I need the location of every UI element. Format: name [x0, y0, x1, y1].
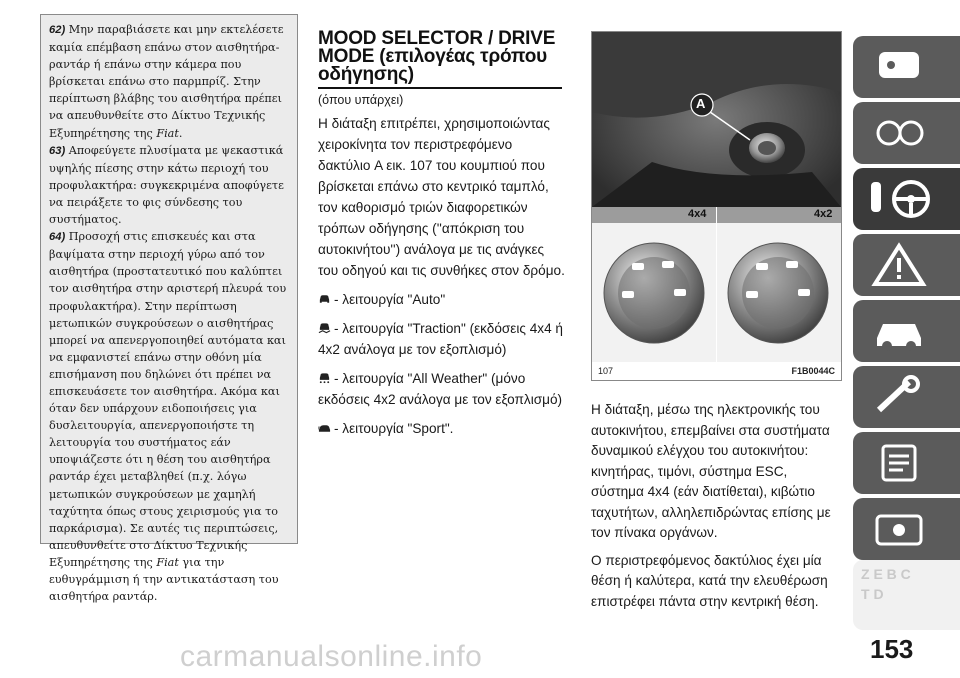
mode-knobs: [592, 207, 841, 362]
note-63: 63) Αποφεύγετε πλυσίματα με ψεκαστικά υψηλής πίεσης στην κάτω περιοχή του προφυλακτήρα: συγκεκριμένα αποφύγετε να πειράξετε το φις σύνδεσης του συστήματος.: [49, 143, 284, 227]
figure-caption: [592, 362, 841, 380]
tab-maintenance[interactable]: [853, 366, 960, 428]
figure-code: F1B0044C: [791, 366, 835, 376]
car-all-weather-icon: [318, 372, 331, 384]
section-subtitle: (όπου υπάρχει): [318, 93, 404, 107]
warning-notes-box: [40, 14, 298, 604]
dashboard-icon: [869, 110, 929, 156]
tab-index[interactable]: [853, 560, 960, 630]
tab-driving[interactable]: [853, 168, 960, 230]
intro-paragraph: Η διάταξη επιτρέπει, χρησιμοποιώντας χειροκίνητα τον περιστρεφόμενο δακτύλιο A εικ. 107 του κουμπιού που βρίσκεται επάνω στο κεντρικό ταμπλό, τον καθορισμό τριών διαφορετικών τρόπων οδήγησης (''απόκριση του αυτοκινήτου'') ανάλογα με τις ανάγκες του οδηγού και τις συνθήκες στον δρόμο.: [318, 116, 565, 278]
note-64: 64) Προσοχή στις επισκευές και στα βαψίματα στην περιοχή γύρω από τον αισθητήρα (προστατευτικό που καλύπτει τον αισθητήρα στην αριστερή πλευρά του προφυλακτήρα). Στην περίπτωση μετωπικών συγκρούσεων ο αισθητήρας μπορεί να απενεργοποιηθεί αυτόματα και να εμφανιστεί επάνω στην οθόνη μία επισήμανση που δηλώνει ότι πρέπει να επισκευάσετε τον αισθητήρα. Ακόμα και όταν δεν υπάρχουν ειδοποιήσεις για δυσλειτουργία, απενεργοποιήστε τη λειτουργία του συστήματος εάν υποψιάζεστε ότι η θέση του αισθητήρα ραντάρ έχει μεταβληθεί (π.χ. λόγω μετωπικών συγκρούσεων με χαμηλή ταχύτητα όπως στους χειρισμούς για το παρκάρισμα). Σε αυτές τις περιπτώσεις, απευθυνθείτε στο Δίκτυο Τεχνικής Εξυπηρέτησης της Fiat για την ευθυγράμμιση ή την αντικατάσταση του αισθητήρα ραντάρ.: [49, 230, 287, 604]
tab-emergency[interactable]: [853, 300, 960, 362]
tow-hook-icon: [869, 374, 929, 420]
mode-all-weather: - λειτουργία "All Weather" (μόνο εκδόσεις 4x2 ανάλογα με τον εξοπλισμό): [318, 371, 563, 407]
technical-data-icon: [869, 440, 929, 486]
car-auto-icon: [318, 293, 331, 305]
car-tools-icon: [869, 308, 929, 354]
section-title: MOOD SELECTOR / DRIVE MODE (επιλογέας τρόπου οδήγησης): [318, 28, 556, 85]
title-underline: [318, 87, 562, 89]
multimedia-icon: [869, 506, 929, 552]
tab-technical-data[interactable]: [853, 432, 960, 494]
index-letters: Z E B C T D: [861, 566, 911, 602]
right-text: [591, 400, 843, 619]
tab-multimedia[interactable]: [853, 498, 960, 560]
label-4x4: 4x4: [688, 208, 707, 220]
watermark: carmanualsonline.info: [180, 640, 483, 673]
tab-instruments[interactable]: [853, 102, 960, 164]
note-62: 62) Μην παραβιάσετε και μην εκτελέσετε καμία επέμβαση επάνω στον αισθητήρα-ραντάρ ή επάνω στην κάμερα που βρίσκεται επάνω στο παρμπρίζ. Στην περίπτωση βλάβης του αισθητήρα πρέπει να απευθυνθείτε στο Δίκτυο Τεχνικής Εξυπηρέτησης της Fiat.: [49, 23, 284, 140]
paragraph-systems: Η διάταξη, μέσω της ηλεκτρονικής του αυτοκινήτου, επεμβαίνει στα συστήματα δυναμικού ελέγχου του αυτοκινήτου: κινητήρας, τιμόνι, σύστημα ESC, σύστημα 4x4 (εάν διατίθεται), κιβώτιο ταχυτήτων, αλληλεπιδρώντας επίσης με τον πίνακα οργάνων.: [591, 402, 831, 540]
page-number: 153: [870, 634, 914, 664]
warning-triangle-icon: [869, 242, 929, 288]
console-photo: [592, 32, 841, 207]
mode-sport: - λειτουργία "Sport".: [318, 418, 568, 439]
mode-traction: - λειτουργία "Traction" (εκδόσεις 4x4 ή 4x2 ανάλογα με τον εξοπλισμό): [318, 321, 563, 357]
knob-drawings: [592, 223, 841, 362]
console-illustration: [592, 32, 841, 207]
car-sport-icon: [318, 422, 331, 434]
tab-safety[interactable]: [853, 234, 960, 296]
label-4x2: 4x2: [814, 208, 833, 220]
label-a: A: [696, 96, 706, 111]
figure-107: [591, 31, 842, 381]
mood-selector-section: [318, 30, 568, 447]
car-traction-icon: [318, 322, 331, 334]
paragraph-ring: Ο περιστρεφόμενος δακτύλιος έχει μία θέση ή καλύτερα, κατά την ελευθέρωση επιστρέφει πάντα στην κεντρική θέση.: [591, 552, 828, 609]
car-key-icon: [869, 44, 929, 90]
mode-auto: - λειτουργία "Auto": [318, 289, 568, 310]
tab-key-info[interactable]: [853, 36, 960, 98]
steering-wheel-icon: [869, 176, 939, 222]
figure-number: 107: [598, 366, 614, 376]
